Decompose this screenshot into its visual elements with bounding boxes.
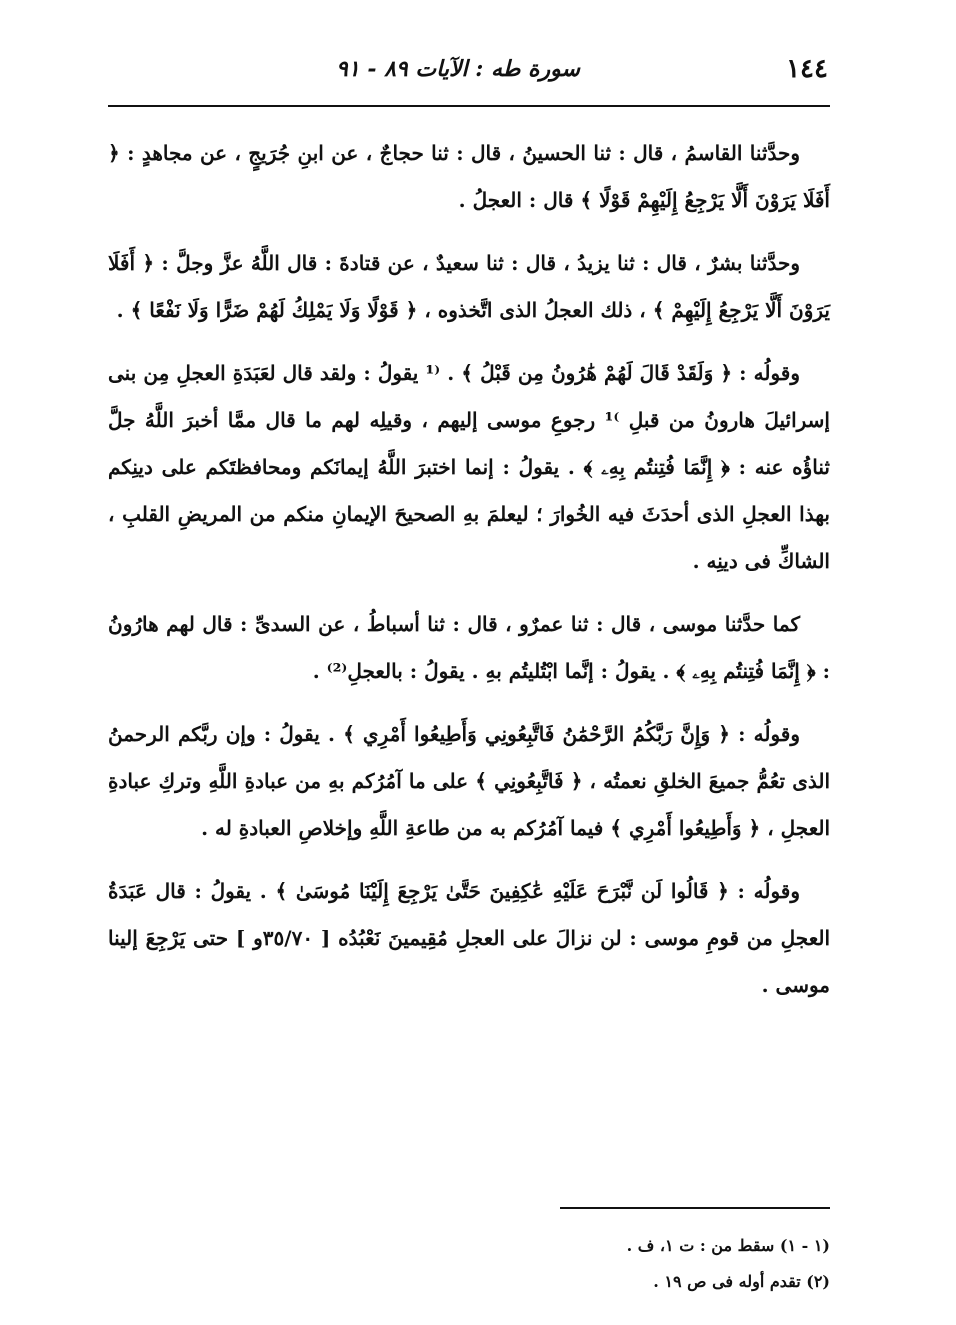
paragraph: كما حدَّثنا موسى ، قال : ثنا عمرٌو ، قال : ثنا أسباطُ ، عن السدىِّ : قال لهم هارُونُ : ﴿ إِنَّمَا فُتِنتُم بِهِۦ ﴾ . يقولُ : إنَّما ابْتُليتُم بهِ . يقولُ : بالعجلِ⁽²⁾ . <box>108 612 830 683</box>
paragraph: وحدَّثنا القاسمُ ، قال : ثنا الحسينُ ، قال : ثنا حجاجٌ ، عن ابنِ جُرَيجٍ ، عن مجاهدٍ : ﴿ أَفَلَا يَرَوْنَ أَلَّا يَرْجِعُ إِلَيْهِمْ قَوْلًا ﴾ قال : العجلُ . <box>108 141 830 212</box>
footnotes <box>108 1228 830 1300</box>
paragraph: وحدَّثنا بشرٌ ، قال : ثنا يزيدُ ، قال : ثنا سعيدٌ ، عن قتادةَ : قال اللَّهُ عزَّ وجلَّ : ﴿ أَفَلَا يَرَوْنَ أَلَّا يَرْجِعُ إِلَيْهِمْ ﴾ ، ذلك العجلُ الذى اتَّخذوه ، ﴿ قَوْلًا وَلَا يَمْلِكُ لَهُمْ ضَرًّا وَلَا نَفْعًا ﴾ . <box>108 251 830 322</box>
paragraph: وقولُه : ﴿ قَالُوا لَن نَّبْرَحَ عَلَيْهِ عَٰكِفِينَ حَتَّىٰ يَرْجِعَ إِلَيْنَا مُوسَىٰ ﴾ . يقولُ : قال عَبَدَةُ العجلِ من قومِ موسى : لن نزالَ على العجلِ مُقِيمينَ نَعْبُدُه [ ٣٥/٧٠و ] حتى يَرْجِعَ إلينا موسى . <box>108 879 830 997</box>
paragraph: وقولُه : ﴿ وَلَقَدْ قَالَ لَهُمْ هَٰرُونُ مِن قَبْلُ ﴾ . ⁽¹ يقولُ : ولقد قال لعَبَدَةِ العجلِ مِن بنى إسرائيلَ هارونُ من قبلِ ⁾¹ رجوعِ موسى إليهم ، وقيلِه لهم ما قال ممَّا أخبرَ اللَّهُ جلَّ ثناؤُه عنه : ﴿ إِنَّمَا فُتِنتُم بِهِۦ ﴾ . يقولُ : إنما اختبرَ اللَّهُ إيمانَكم ومحافظتَكم على دينِكم بهذا العجلِ الذى أحدَثَ فيه الخُوارَ ؛ ليعلمَ بهِ الصحيحَ الإيمانِ منكم من المريضِ القلبِ ، الشاكِّ فى دينِه . <box>108 361 830 573</box>
footnote: (٢) تقدم أوله فى ص ١٩ . <box>653 1272 830 1291</box>
running-title: سورة طه : الآيات ٨٩ - ٩١ <box>336 56 580 82</box>
footnote-rule <box>560 1207 830 1209</box>
paragraph: وقولُه : ﴿ وَإِنَّ رَبَّكُمُ الرَّحْمَٰنُ فَاتَّبِعُونِي وَأَطِيعُوا أَمْرِي ﴾ . يقولُ : وإن ربَّكم الرحمنُ الذى تعُمُّ جميعَ الخلقِ نعمتُه ، ﴿ فَاتَّبِعُونِي ﴾ على ما آمُرُكم بهِ من عبادةِ اللَّهِ وتركِ عبادةِ العجلِ ، ﴿ وَأَطِيعُوا أَمْرِي ﴾ فيما آمُرُكم به من طاعةِ اللَّهِ وإخلاصِ العبادةِ له . <box>108 722 830 840</box>
page-header <box>108 50 828 90</box>
footnote: (١ - ١) سقط من : ت ١، ف . <box>626 1236 830 1255</box>
header-rule <box>108 105 830 107</box>
page-number: ١٤٤ <box>786 54 828 84</box>
main-text <box>108 130 830 1025</box>
